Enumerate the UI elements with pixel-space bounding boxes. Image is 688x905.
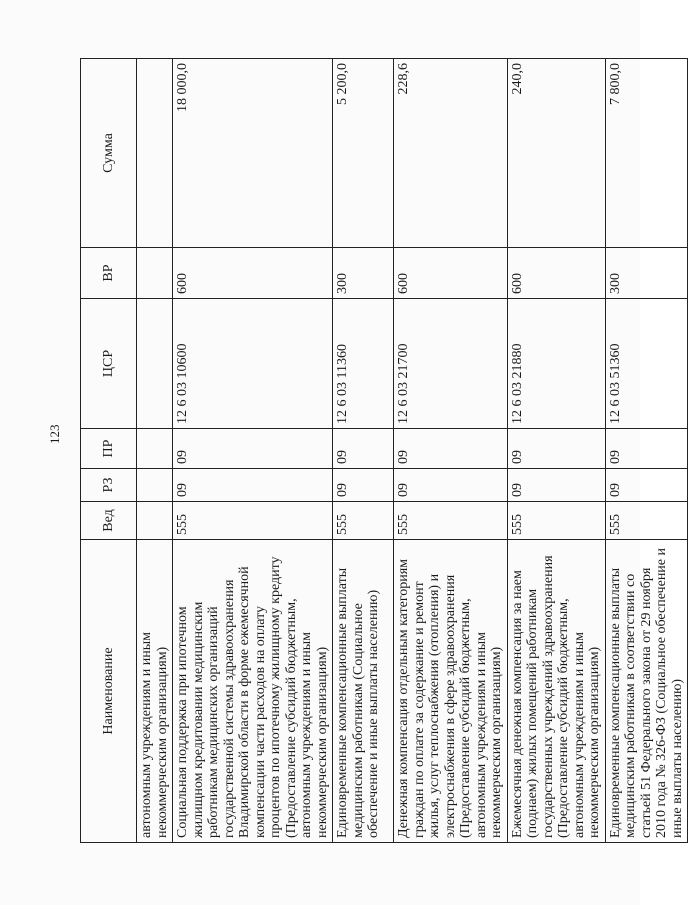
header-pr: ПР — [81, 429, 137, 469]
table-row — [507, 59, 605, 843]
cell-csr: 12 6 03 51360 — [605, 299, 688, 429]
header-csr: ЦСР — [81, 299, 137, 429]
header-sum: Сумма — [81, 59, 137, 248]
header-name: Наименование — [81, 540, 137, 843]
header-rz: РЗ — [81, 469, 137, 502]
cell-pr: 09 — [605, 429, 688, 469]
header-ved: Вед — [81, 502, 137, 540]
header-vr: ВР — [81, 248, 137, 299]
cell-vr — [137, 248, 173, 299]
page-number: 123 — [47, 424, 62, 444]
cell-rz: 09 — [333, 469, 394, 502]
table-row — [394, 59, 508, 843]
cell-ved: 555 — [605, 502, 688, 540]
cell-csr: 12 6 03 10600 — [173, 299, 333, 429]
cell-name: автономным учреждениям и иным некоммерческим организациям) — [137, 540, 173, 843]
cell-sum: 18 000,0 — [173, 59, 333, 248]
cell-sum — [137, 59, 173, 248]
rotated-table-container — [80, 59, 685, 843]
cell-sum: 7 800,0 — [605, 59, 688, 248]
cell-rz — [137, 469, 173, 502]
cell-pr — [137, 429, 173, 469]
cell-pr: 09 — [394, 429, 508, 469]
table-header-row — [81, 59, 137, 843]
cell-ved — [137, 502, 173, 540]
cell-vr: 600 — [394, 248, 508, 299]
cell-sum: 5 200,0 — [333, 59, 394, 248]
cell-name: Единовременные компенсационные выплаты медицинским работникам в соответствии со статьей 51 Федерального закона от 29 ноября 2010 года № 326-ФЗ (Социальное обеспечение и иные выплаты населению) — [605, 540, 688, 843]
cell-rz: 09 — [173, 469, 333, 502]
cell-rz: 09 — [605, 469, 688, 502]
cell-ved: 555 — [173, 502, 333, 540]
cell-csr — [137, 299, 173, 429]
cell-vr: 300 — [605, 248, 688, 299]
table-row — [137, 59, 173, 843]
cell-sum: 228,6 — [394, 59, 508, 248]
cell-pr: 09 — [173, 429, 333, 469]
cell-csr: 12 6 03 21880 — [507, 299, 605, 429]
cell-rz: 09 — [394, 469, 508, 502]
cell-ved: 555 — [333, 502, 394, 540]
budget-table — [80, 58, 688, 843]
cell-name: Ежемесячная денежная компенсация за наем (поднаем) жилых помещений работникам государственных учреждений здравоохранения (Предоставление субсидий бюджетным, автономным учреждениям и иным некоммерческим организациям) — [507, 540, 605, 843]
cell-name: Денежная компенсация отдельным категориям граждан по оплате за содержание и ремонт жилья, услуг теплоснабжения (отопления) и электроснабжения в сфере здравоохранения (Предоставление субсидий бюджетным, автономным учреждениям и иным некоммерческим организациям) — [394, 540, 508, 843]
cell-ved: 555 — [394, 502, 508, 540]
cell-name: Социальная поддержка при ипотечном жилищном кредитовании медицинским работникам медицинских организаций государственной системы здравоохранения Владимирской области в форме ежемесячной компенсации части расходов на оплату процентов по ипотечному жилищному кредиту (Предоставление субсидий бюджетным, автономным учреждениям и иным некоммерческим организациям) — [173, 540, 333, 843]
table-row — [333, 59, 394, 843]
cell-csr: 12 6 03 11360 — [333, 299, 394, 429]
cell-sum: 240,0 — [507, 59, 605, 248]
table-row — [173, 59, 333, 843]
cell-rz: 09 — [507, 469, 605, 502]
cell-vr: 300 — [333, 248, 394, 299]
cell-pr: 09 — [507, 429, 605, 469]
cell-name: Единовременные компенсационные выплаты медицинским работникам (Социальное обеспечение и иные выплаты населению) — [333, 540, 394, 843]
cell-pr: 09 — [333, 429, 394, 469]
cell-vr: 600 — [507, 248, 605, 299]
cell-ved: 555 — [507, 502, 605, 540]
cell-csr: 12 6 03 21700 — [394, 299, 508, 429]
cell-vr: 600 — [173, 248, 333, 299]
table-row — [605, 59, 688, 843]
